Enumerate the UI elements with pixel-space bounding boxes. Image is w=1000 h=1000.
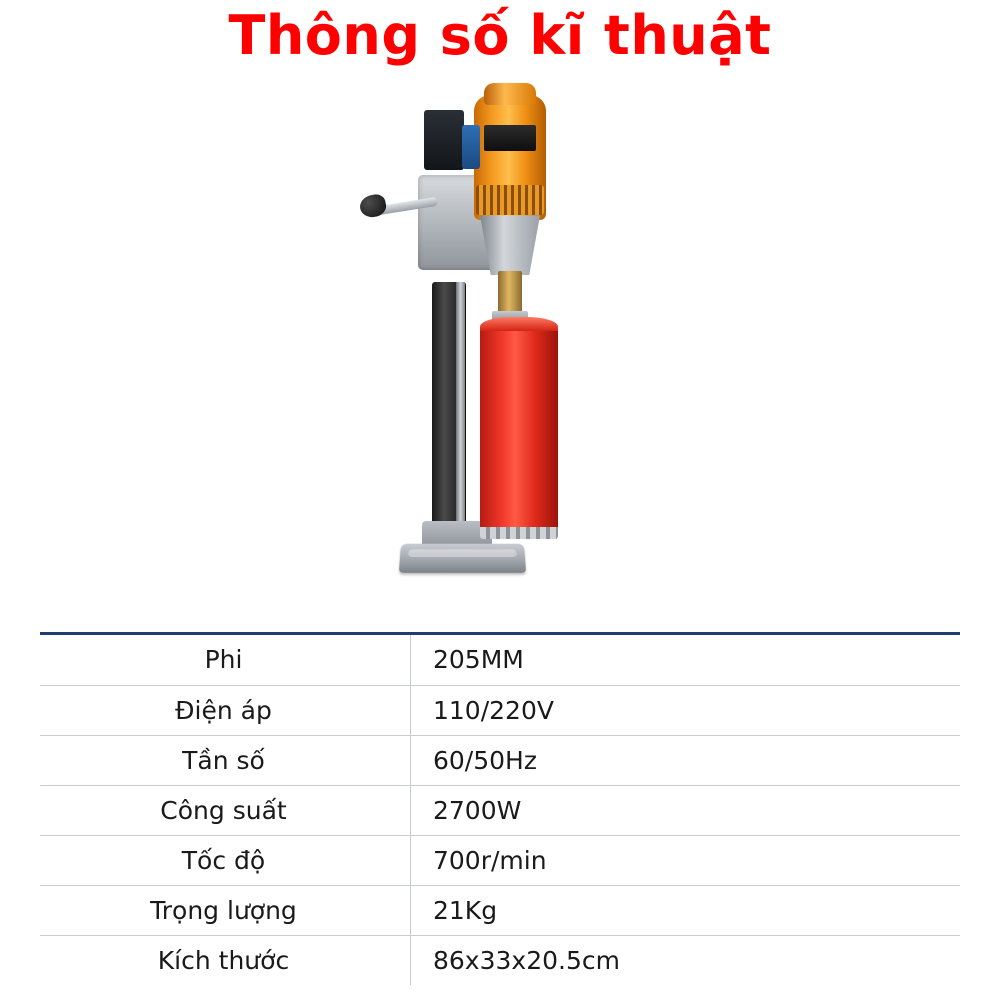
spec-label: Kích thước	[40, 935, 411, 985]
specs-table-body	[40, 635, 960, 985]
core-bit-barrel	[480, 323, 558, 535]
spec-value: 21Kg	[411, 885, 961, 935]
table-row	[40, 635, 960, 685]
spec-label: Công suất	[40, 785, 411, 835]
spec-value: 86x33x20.5cm	[433, 945, 620, 975]
motor-vents	[476, 185, 544, 215]
spec-value: 110/220V	[411, 685, 961, 735]
table-row	[40, 735, 960, 785]
feed-handle-knob	[358, 193, 388, 220]
spec-label: Điện áp	[40, 685, 411, 735]
spec-value: 2700W	[411, 785, 961, 835]
table-row	[40, 685, 960, 735]
motor-label-plate	[484, 125, 536, 151]
spec-label: Tần số	[40, 735, 411, 785]
spec-value: 700r/min	[411, 835, 961, 885]
table-row	[40, 835, 960, 885]
table-row	[40, 935, 960, 985]
core-bit-top	[480, 317, 558, 331]
spec-label: Trọng lượng	[40, 885, 411, 935]
spec-label: Phi	[40, 635, 411, 685]
product-image-area	[0, 65, 1000, 585]
table-row	[40, 785, 960, 835]
carriage-gearbox	[424, 110, 464, 170]
table-row	[40, 885, 960, 935]
specs-table-wrapper	[40, 632, 960, 985]
drill-machine-illustration	[380, 65, 640, 585]
page-title: Thông số kĩ thuật	[228, 4, 772, 67]
motor-switch	[462, 125, 480, 169]
spec-label: Tốc độ	[40, 835, 411, 885]
core-bit-segments	[480, 527, 558, 539]
column-rail	[456, 282, 465, 537]
spec-value: 205MM	[411, 635, 961, 685]
motor-top-cap	[484, 83, 536, 105]
spec-value: 60/50Hz	[411, 735, 961, 785]
specs-table	[40, 635, 960, 985]
base-plate	[399, 544, 526, 573]
spindle	[498, 271, 522, 315]
